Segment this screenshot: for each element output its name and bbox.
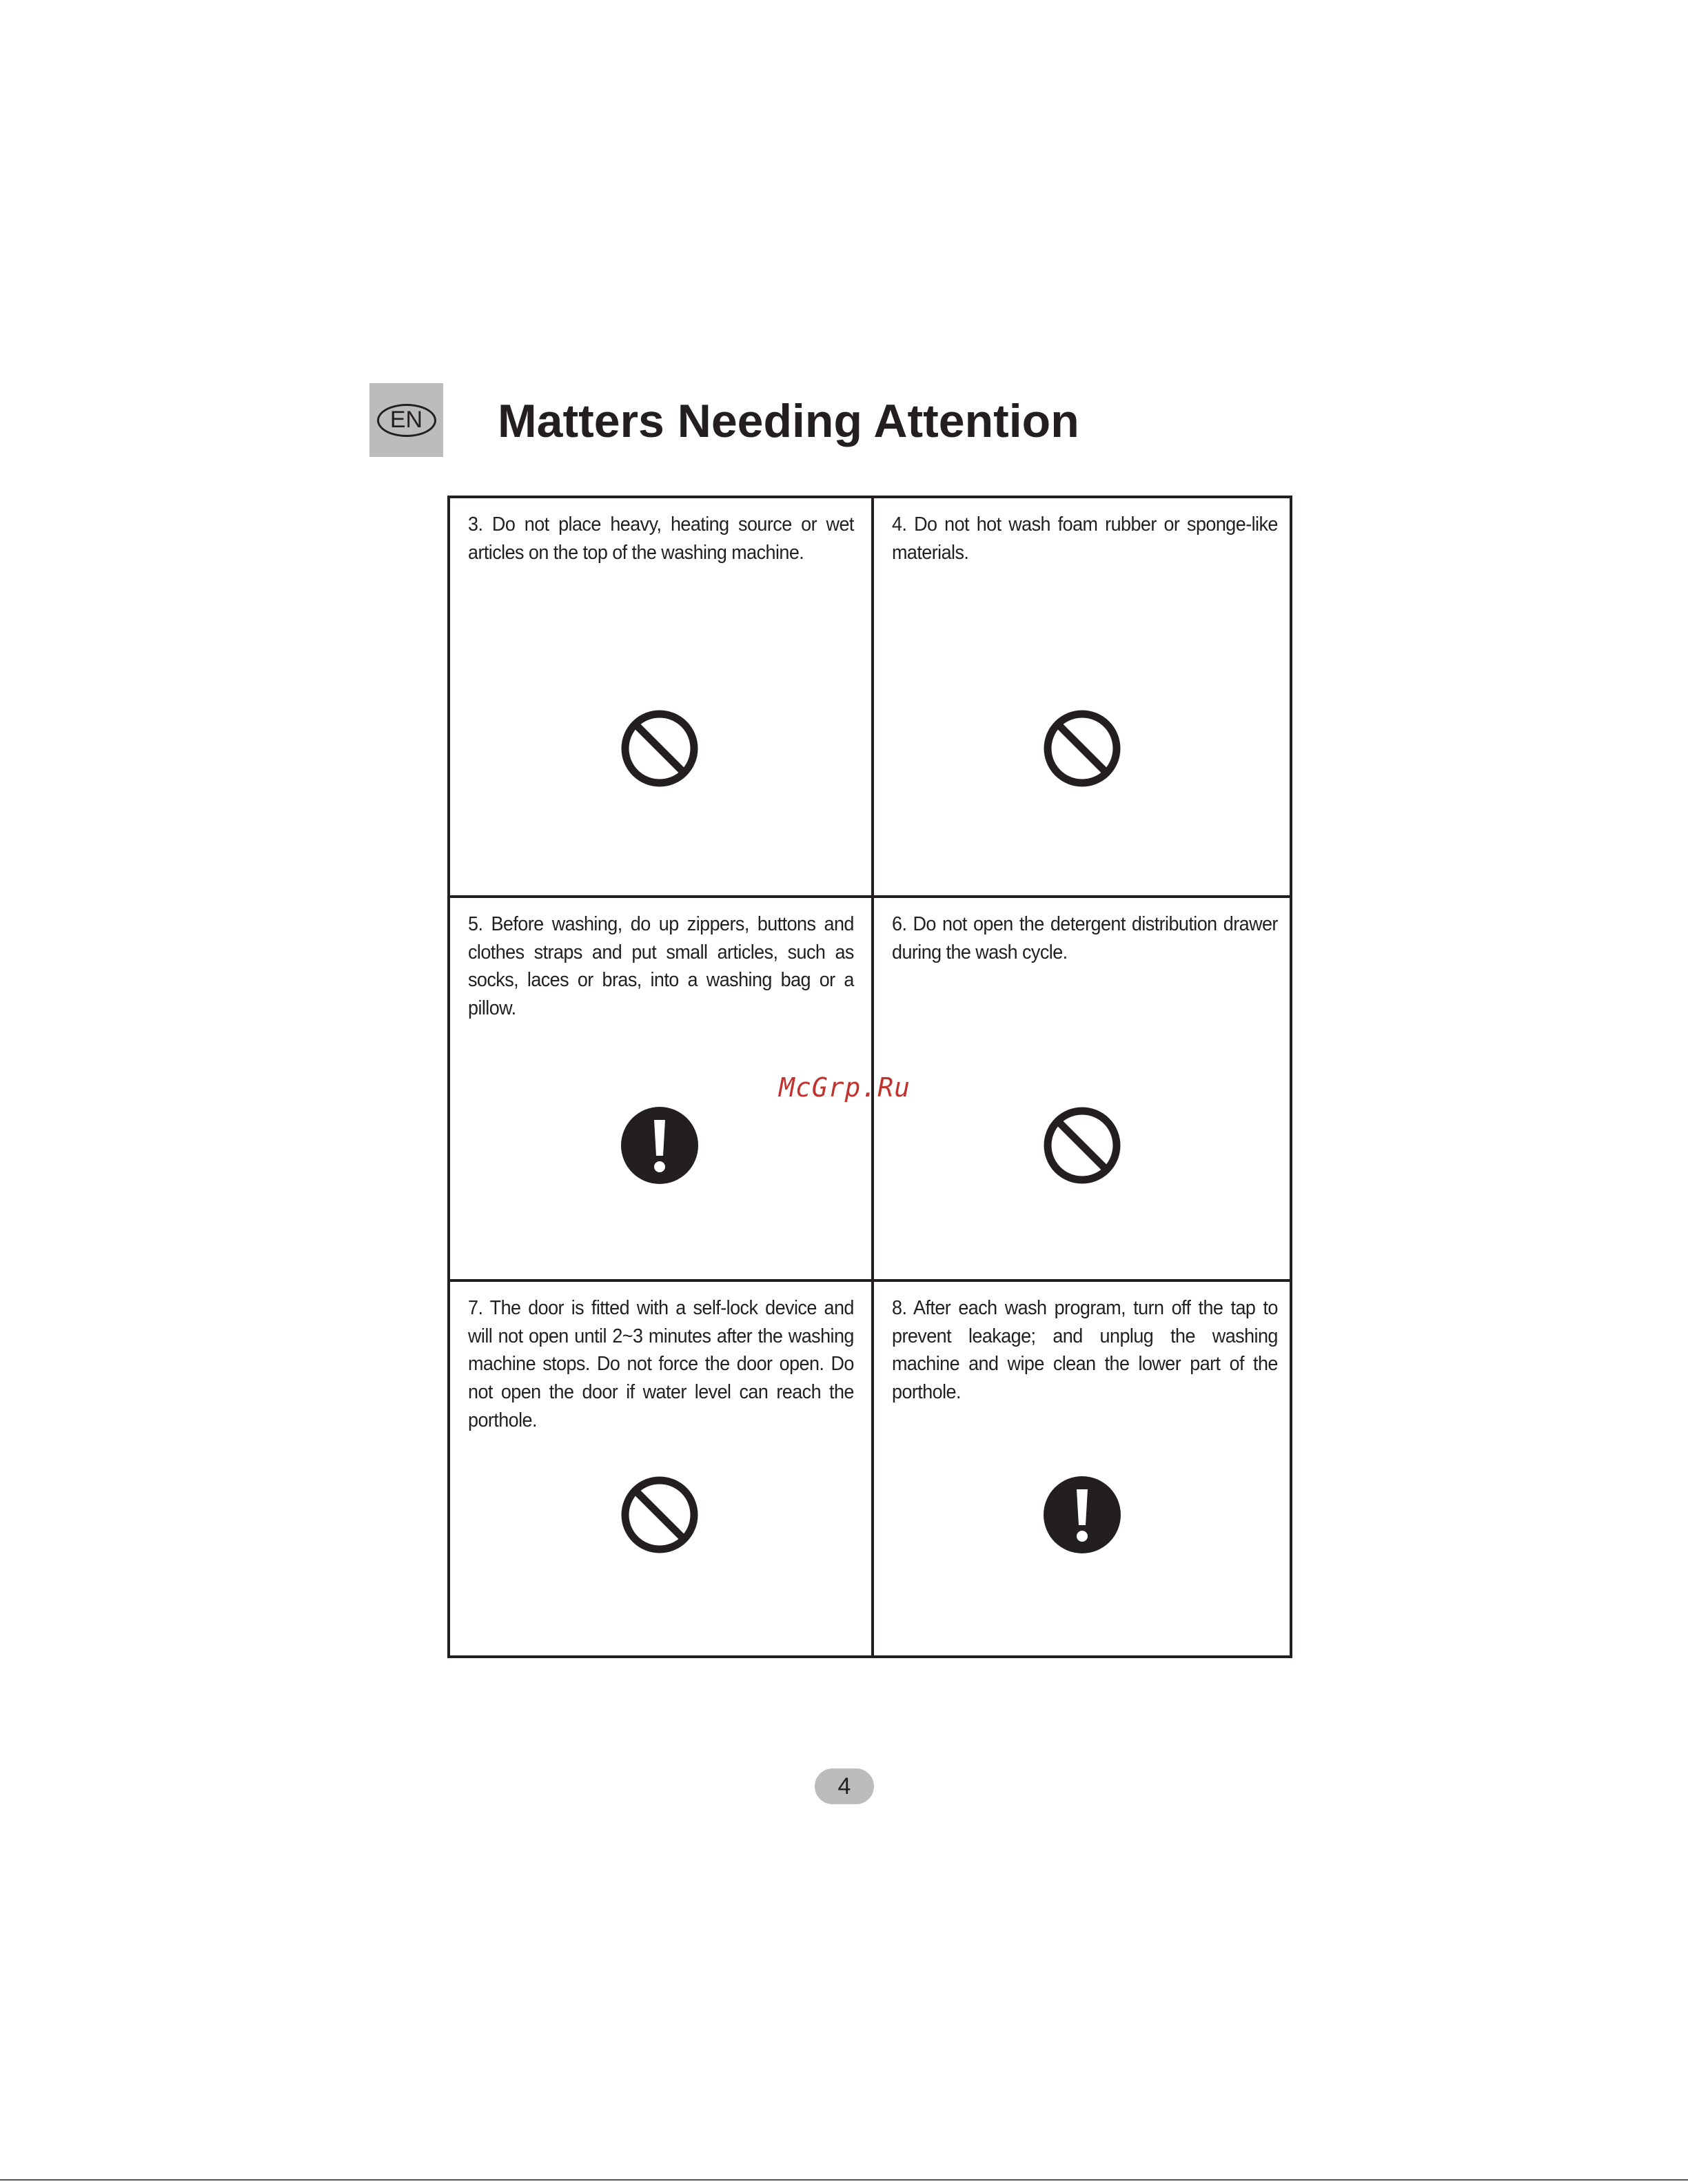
attention-text: 4. Do not hot wash foam rubber or sponge-like materials. xyxy=(892,513,1278,564)
page-number: 4 xyxy=(815,1768,874,1804)
attention-cell-7 xyxy=(450,1282,871,1658)
language-badge-label: EN xyxy=(377,404,436,437)
attention-cell-3 xyxy=(450,498,871,895)
attention-cell-8 xyxy=(874,1282,1292,1658)
watermark: McGrp.Ru xyxy=(779,1072,911,1103)
attention-text: 3. Do not place heavy, heating source or wet articles on the top of the washing machine. xyxy=(468,513,854,564)
language-badge xyxy=(369,383,443,457)
bottom-rule xyxy=(0,2179,1688,2181)
exclamation-icon xyxy=(620,1106,699,1185)
prohibition-icon xyxy=(1043,1106,1121,1185)
prohibition-icon xyxy=(620,1476,699,1554)
attention-text: 8. After each wash program, turn off the tap to prevent leakage; and unplug the washing machine and wipe clean the lower part of the porthole. xyxy=(892,1297,1278,1404)
attention-text: 7. The door is fitted with a self-lock device and will not open until 2~3 minutes after the washing machine stops. Do not force the door open. Do not open the door if water level can reach the porthole. xyxy=(468,1297,854,1431)
attention-text: 6. Do not open the detergent distribution drawer during the wash cycle. xyxy=(892,913,1278,963)
page-title: Matters Needing Attention xyxy=(498,395,1079,447)
attention-cell-4 xyxy=(874,498,1292,895)
prohibition-icon xyxy=(1043,709,1121,788)
exclamation-icon xyxy=(1043,1476,1121,1554)
attention-cell-6 xyxy=(874,898,1292,1279)
attention-text: 5. Before washing, do up zippers, buttons and clothes straps and put small articles, such as socks, laces or bras, into a washing bag or a pillow. xyxy=(468,913,854,1020)
prohibition-icon xyxy=(620,709,699,788)
